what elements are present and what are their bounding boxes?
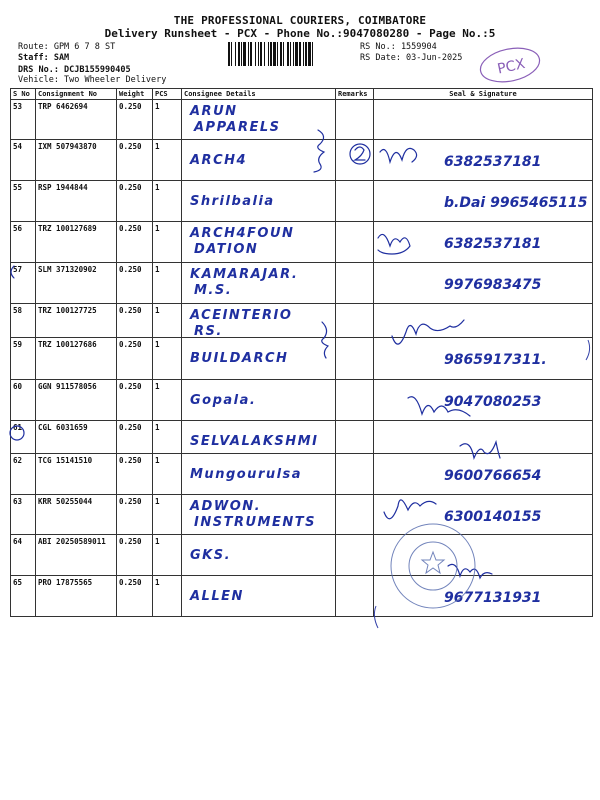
barcode-bar xyxy=(305,42,307,66)
weight-cell: 0.250 xyxy=(117,576,153,617)
pcs-cell: 1 xyxy=(153,304,182,338)
seal-signature-cell xyxy=(374,380,593,421)
consignee-cell xyxy=(182,100,336,140)
route-label: Route: GPM 6 7 8 ST xyxy=(18,42,116,52)
barcode-bar xyxy=(235,42,236,66)
barcode-bar xyxy=(231,42,232,66)
consignee-cell xyxy=(182,576,336,617)
weight-cell: 0.250 xyxy=(117,338,153,380)
table-row xyxy=(11,100,593,140)
consignee-name-line: KAMARAJAR. xyxy=(190,267,299,282)
consignee-cell xyxy=(182,140,336,181)
barcode-bar xyxy=(250,42,252,66)
barcode-bar xyxy=(238,42,240,66)
seal-signature-cell xyxy=(374,304,593,338)
signature-handwriting xyxy=(374,181,592,221)
signature-handwriting xyxy=(374,304,592,337)
table-row xyxy=(11,181,593,222)
consignee-handwriting xyxy=(182,576,335,616)
barcode-bar xyxy=(287,42,289,66)
consignee-name-line: Gopala. xyxy=(190,393,257,408)
consignee-cell xyxy=(182,535,336,576)
consignee-cell xyxy=(182,454,336,495)
sno-cell: 59 xyxy=(11,338,36,380)
consignment-no-cell: TRZ 100127689 xyxy=(36,222,117,263)
table-row xyxy=(11,140,593,181)
weight-cell: 0.250 xyxy=(117,140,153,181)
consignee-handwriting xyxy=(182,140,335,180)
consignee-handwriting xyxy=(182,100,335,139)
header-pcs: PCS xyxy=(153,89,182,100)
sno-cell: 56 xyxy=(11,222,36,263)
pcs-cell: 1 xyxy=(153,100,182,140)
remarks-cell xyxy=(336,495,374,535)
consignee-cell xyxy=(182,380,336,421)
table-row xyxy=(11,222,593,263)
consignee-cell xyxy=(182,338,336,380)
weight-cell: 0.250 xyxy=(117,535,153,576)
barcode-bar xyxy=(258,42,259,66)
sno-cell: 64 xyxy=(11,535,36,576)
table-header-row xyxy=(11,89,593,100)
pcs-cell: 1 xyxy=(153,495,182,535)
sno-cell: 54 xyxy=(11,140,36,181)
barcode-bar xyxy=(295,42,298,66)
remarks-cell xyxy=(336,421,374,454)
sno-cell: 57 xyxy=(11,263,36,304)
consignee-name-line: ACEINTERIO xyxy=(190,308,293,323)
signature-handwriting xyxy=(374,495,592,534)
consignee-handwriting xyxy=(182,263,335,303)
signature-handwriting xyxy=(374,380,592,420)
consignment-no-cell: KRR 50255044 xyxy=(36,495,117,535)
remarks-cell xyxy=(336,380,374,421)
barcode-bar xyxy=(248,42,249,66)
runsheet-subtitle: Delivery Runsheet - PCX - Phone No.:9047080280 - Page No.:5 xyxy=(104,27,496,40)
sno-cell: 62 xyxy=(11,454,36,495)
remarks-cell xyxy=(336,100,374,140)
header-sno: S No xyxy=(11,89,36,100)
signature-phone-text: 6382537181 xyxy=(444,236,542,252)
barcode-bar xyxy=(243,42,246,66)
signature-phone-text: 9677131931 xyxy=(444,590,542,606)
barcode-bar xyxy=(280,42,282,66)
signature-phone-text: 9047080253 xyxy=(444,394,542,410)
barcode-bar xyxy=(268,42,269,66)
barcode-image xyxy=(228,42,356,66)
pcs-cell: 1 xyxy=(153,181,182,222)
seal-signature-cell xyxy=(374,263,593,304)
consignee-name-line: Mungourulsa xyxy=(190,467,303,482)
sno-cell: 65 xyxy=(11,576,36,617)
seal-signature-cell xyxy=(374,181,593,222)
weight-cell: 0.250 xyxy=(117,181,153,222)
consignee-name-line: M.S. xyxy=(194,283,233,298)
table-row xyxy=(11,576,593,617)
seal-signature-cell xyxy=(374,140,593,181)
barcode-bar xyxy=(255,42,256,66)
signature-handwriting xyxy=(374,454,592,494)
signature-handwriting xyxy=(374,263,592,303)
table-row xyxy=(11,454,593,495)
seal-signature-cell xyxy=(374,495,593,535)
remarks-cell xyxy=(336,181,374,222)
signature-phone-text: 6300140155 xyxy=(444,509,542,525)
vehicle-label: Vehicle: Two Wheeler Delivery xyxy=(18,75,167,85)
consignee-name-line: ARUN xyxy=(190,104,238,119)
barcode-bar xyxy=(270,42,272,66)
consignee-handwriting xyxy=(182,304,335,337)
signature-phone-text: 6382537181 xyxy=(444,154,542,170)
pcx-stamp xyxy=(475,42,545,88)
weight-cell: 0.250 xyxy=(117,304,153,338)
signature-handwriting xyxy=(374,140,592,180)
barcode-bar xyxy=(308,42,311,66)
signature-phone-text: 9865917311. xyxy=(444,352,547,368)
consignee-handwriting xyxy=(182,535,335,575)
consignment-no-cell: CGL 6031659 xyxy=(36,421,117,454)
barcode-bar xyxy=(260,42,262,66)
weight-cell: 0.250 xyxy=(117,495,153,535)
runsheet-table xyxy=(10,88,593,617)
seal-signature-cell xyxy=(374,535,593,576)
consignment-no-cell: TCG 15141510 xyxy=(36,454,117,495)
consignment-no-cell: TRZ 100127725 xyxy=(36,304,117,338)
table-row xyxy=(11,421,593,454)
barcode-bar xyxy=(273,42,276,66)
pcs-cell: 1 xyxy=(153,576,182,617)
weight-cell: 0.250 xyxy=(117,421,153,454)
remarks-cell xyxy=(336,576,374,617)
consignee-cell xyxy=(182,263,336,304)
signature-handwriting xyxy=(374,100,592,139)
sno-cell: 60 xyxy=(11,380,36,421)
consignment-no-cell: ABI 20250589011 xyxy=(36,535,117,576)
remarks-cell xyxy=(336,140,374,181)
table-row xyxy=(11,495,593,535)
table-row xyxy=(11,535,593,576)
consignee-name-line: ARCH4FOUN xyxy=(190,226,295,241)
barcode-bar xyxy=(264,42,265,66)
weight-cell: 0.250 xyxy=(117,263,153,304)
consignment-no-cell: TRP 6462694 xyxy=(36,100,117,140)
header-weight: Weight xyxy=(117,89,153,100)
sno-cell: 58 xyxy=(11,304,36,338)
remarks-cell xyxy=(336,222,374,263)
remarks-cell xyxy=(336,304,374,338)
consignment-no-cell: SLM 371320902 xyxy=(36,263,117,304)
consignment-no-cell: TRZ 100127686 xyxy=(36,338,117,380)
consignee-handwriting xyxy=(182,222,335,262)
remarks-cell xyxy=(336,535,374,576)
consignee-name-line: DATION xyxy=(194,242,259,257)
consignment-no-cell: IXM 507943870 xyxy=(36,140,117,181)
pcx-stamp-text: PCX xyxy=(496,56,527,78)
sno-cell: 61 xyxy=(11,421,36,454)
consignment-no-cell: GGN 911578056 xyxy=(36,380,117,421)
barcode-bar xyxy=(228,42,230,66)
company-title: THE PROFESSIONAL COURIERS, COIMBATORE xyxy=(173,14,427,27)
consignee-name-line: INSTRUMENTS xyxy=(194,515,316,530)
consignee-cell xyxy=(182,222,336,263)
consignee-name-line: RS. xyxy=(194,324,223,339)
consignee-name-line: BUILDARCH xyxy=(190,351,289,366)
pcs-cell: 1 xyxy=(153,140,182,181)
consignee-cell xyxy=(182,495,336,535)
consignee-cell xyxy=(182,181,336,222)
header-seal-signature: Seal & Signature xyxy=(374,89,593,100)
signature-phone-text: b.Dai 9965465115 xyxy=(444,195,588,211)
seal-signature-cell xyxy=(374,576,593,617)
seal-signature-cell xyxy=(374,338,593,380)
consignee-name-line: GKS. xyxy=(190,548,232,563)
sno-cell: 53 xyxy=(11,100,36,140)
table-row xyxy=(11,338,593,380)
pcs-cell: 1 xyxy=(153,222,182,263)
pcs-cell: 1 xyxy=(153,380,182,421)
remarks-cell xyxy=(336,338,374,380)
consignee-handwriting xyxy=(182,495,335,534)
consignee-name-line: SELVALAKSHMI xyxy=(190,434,319,449)
signature-phone-text: 9976983475 xyxy=(444,277,542,293)
pcs-cell: 1 xyxy=(153,454,182,495)
consignee-name-line: Shrilbalia xyxy=(190,194,275,209)
rs-number: RS No.: 1559904 xyxy=(360,42,437,52)
consignee-handwriting xyxy=(182,454,335,494)
barcode-bar xyxy=(277,42,278,66)
barcode-bar xyxy=(290,42,291,66)
signature-handwriting xyxy=(374,222,592,262)
barcode-bar xyxy=(299,42,301,66)
pcs-cell: 1 xyxy=(153,535,182,576)
barcode-bar xyxy=(293,42,294,66)
staff-label: Staff: SAM xyxy=(18,53,70,63)
header-remarks: Remarks xyxy=(336,89,374,100)
barcode-bar xyxy=(283,42,284,66)
consignee-name-line: ARCH4 xyxy=(190,153,248,168)
weight-cell: 0.250 xyxy=(117,222,153,263)
header-consignment-no: Consignment No xyxy=(36,89,117,100)
consignee-handwriting xyxy=(182,181,335,221)
weight-cell: 0.250 xyxy=(117,100,153,140)
consignee-name-line: APPARELS xyxy=(194,120,281,135)
signature-handwriting xyxy=(374,535,592,575)
pcs-cell: 1 xyxy=(153,421,182,454)
consignment-no-cell: PRO 17875565 xyxy=(36,576,117,617)
sno-cell: 55 xyxy=(11,181,36,222)
barcode-bar xyxy=(312,42,313,66)
table-row xyxy=(11,380,593,421)
seal-signature-cell xyxy=(374,454,593,495)
consignee-cell xyxy=(182,304,336,338)
rs-date: RS Date: 03-Jun-2025 xyxy=(360,53,463,63)
remarks-cell xyxy=(336,263,374,304)
pcs-cell: 1 xyxy=(153,338,182,380)
consignee-handwriting xyxy=(182,380,335,420)
pcs-cell: 1 xyxy=(153,263,182,304)
consignee-handwriting xyxy=(182,421,335,453)
consignee-name-line: ADWON. xyxy=(190,499,262,514)
signature-handwriting xyxy=(374,576,592,616)
seal-signature-cell xyxy=(374,421,593,454)
sno-cell: 63 xyxy=(11,495,36,535)
consignee-handwriting xyxy=(182,338,335,379)
drs-number: DRS No.: DCJB155990405 xyxy=(18,65,131,75)
weight-cell: 0.250 xyxy=(117,454,153,495)
seal-signature-cell xyxy=(374,100,593,140)
signature-handwriting xyxy=(374,421,592,453)
consignee-name-line: ALLEN xyxy=(190,589,244,604)
consignee-cell xyxy=(182,421,336,454)
seal-signature-cell xyxy=(374,222,593,263)
signature-handwriting xyxy=(374,338,592,379)
signature-phone-text: 9600766654 xyxy=(444,468,542,484)
weight-cell: 0.250 xyxy=(117,380,153,421)
header-consignee-details: Consignee Details xyxy=(182,89,336,100)
remarks-cell xyxy=(336,454,374,495)
barcode-bar xyxy=(303,42,304,66)
table-row xyxy=(11,304,593,338)
table-row xyxy=(11,263,593,304)
consignment-no-cell: RSP 1944844 xyxy=(36,181,117,222)
barcode-bar xyxy=(241,42,242,66)
